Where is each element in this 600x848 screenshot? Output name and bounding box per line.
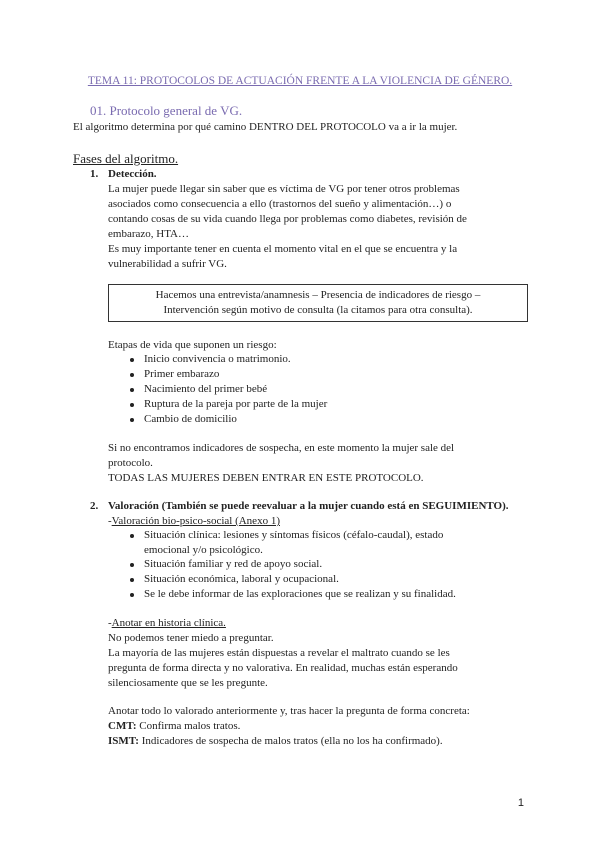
anotar-line-1: No podemos tener miedo a preguntar. — [108, 632, 274, 644]
intervention-box — [108, 284, 528, 322]
list-item: Se le debe informar de las exploraciones que se realizan y su finalidad. — [126, 587, 456, 602]
box-line-1: Hacemos una entrevista/anamnesis – Presencia de indicadores de riesgo – — [155, 289, 481, 301]
subheading-dash: - — [108, 617, 112, 629]
cmt-text: Confirma malos tratos. — [136, 720, 241, 732]
anotar-line-3: pregunta de forma directa y no valorativa. En realidad, muchas están esperando — [108, 662, 458, 674]
section1-heading: Detección. — [108, 168, 157, 180]
box-line-2: Intervención según motivo de consulta (la citamos para otra consulta). — [163, 304, 473, 316]
list-item: Cambio de domicilio — [126, 412, 327, 427]
section2-number: 2. — [90, 500, 99, 512]
list-item: Nacimiento del primer bebé — [126, 382, 327, 397]
list-item: Situación económica, laboral y ocupacional. — [126, 572, 456, 587]
section-subtitle: 01. Protocolo general de VG. — [90, 103, 243, 118]
ismt-label: ISMT: — [108, 735, 139, 747]
closing-line-2: protocolo. — [108, 457, 153, 469]
list-item: Primer embarazo — [126, 367, 327, 382]
etapas-list — [126, 352, 327, 427]
list-item: Situación familiar y red de apoyo social. — [126, 557, 456, 572]
fases-heading: Fases del algoritmo. — [73, 151, 179, 166]
section1-line-3: contando cosas de su vida cuando llega por problemas como diabetes, revisión de — [108, 213, 467, 225]
section1-line-1: La mujer puede llegar sin saber que es víctima de VG por tener otros problemas — [108, 183, 460, 195]
section1-line-4: embarazo, HTA… — [108, 228, 189, 240]
cmt-line — [108, 719, 240, 734]
valoracion-list — [126, 528, 443, 543]
anotar-line-2: La mayoría de las mujeres están dispuestas a revelar el maltrato cuando se les — [108, 647, 450, 659]
list-item: Ruptura de la pareja por parte de la mujer — [126, 397, 327, 412]
intro-paragraph: El algoritmo determina por qué camino DENTRO DEL PROTOCOLO va a ir la mujer. — [73, 121, 458, 133]
etapas-intro: Etapas de vida que suponen un riesgo: — [108, 339, 277, 351]
page-number: 1 — [517, 797, 524, 809]
section1-line-5: Es muy importante tener en cuenta el momento vital en el que se encuentra y la — [108, 243, 458, 255]
anotar-line-4: silenciosamente que se les pregunte. — [108, 677, 268, 689]
cmt-label: CMT: — [108, 720, 137, 732]
section1-line-6: vulnerabilidad a sufrir VG. — [108, 258, 227, 270]
ismt-text: Indicadores de sospecha de malos tratos (ella no los ha confirmado). — [138, 735, 443, 747]
section1-number: 1. — [90, 168, 99, 180]
closing-line-1: Si no encontramos indicadores de sospecha, en este momento la mujer sale del — [108, 442, 455, 454]
valoracion-list-rest — [126, 557, 456, 602]
list-item: Inicio convivencia o matrimonio. — [126, 352, 327, 367]
anotar-label: Anotar en historia clínica. — [111, 617, 226, 629]
subheading-dash: - — [108, 515, 112, 527]
list-item: Situación clínica: lesiones y síntomas físicos (céfalo-caudal), estado — [126, 528, 443, 543]
valoracion-label: Valoración bio-psico-social (Anexo 1) — [111, 515, 280, 527]
closing-line-3: TODAS LAS MUJERES DEBEN ENTRAR EN ESTE PROTOCOLO. — [108, 472, 424, 484]
section1-line-2: asociados como consecuencia a ello (trastornos del sueño y alimentación…) o — [108, 198, 452, 210]
anotar-subheading — [108, 616, 226, 631]
ismt-line — [108, 734, 443, 749]
valoracion-item1-continuation: emocional y/o psicológico. — [144, 544, 263, 556]
anotar-final: Anotar todo lo valorado anteriormente y, tras hacer la pregunta de forma concreta: — [108, 705, 470, 717]
section2-heading: Valoración (También se puede reevaluar a la mujer cuando está en SEGUIMIENTO). — [108, 500, 509, 512]
document-title: TEMA 11: PROTOCOLOS DE ACTUACIÓN FRENTE A LA VIOLENCIA DE GÉNERO. — [87, 75, 513, 87]
valoracion-subheading — [108, 514, 280, 529]
